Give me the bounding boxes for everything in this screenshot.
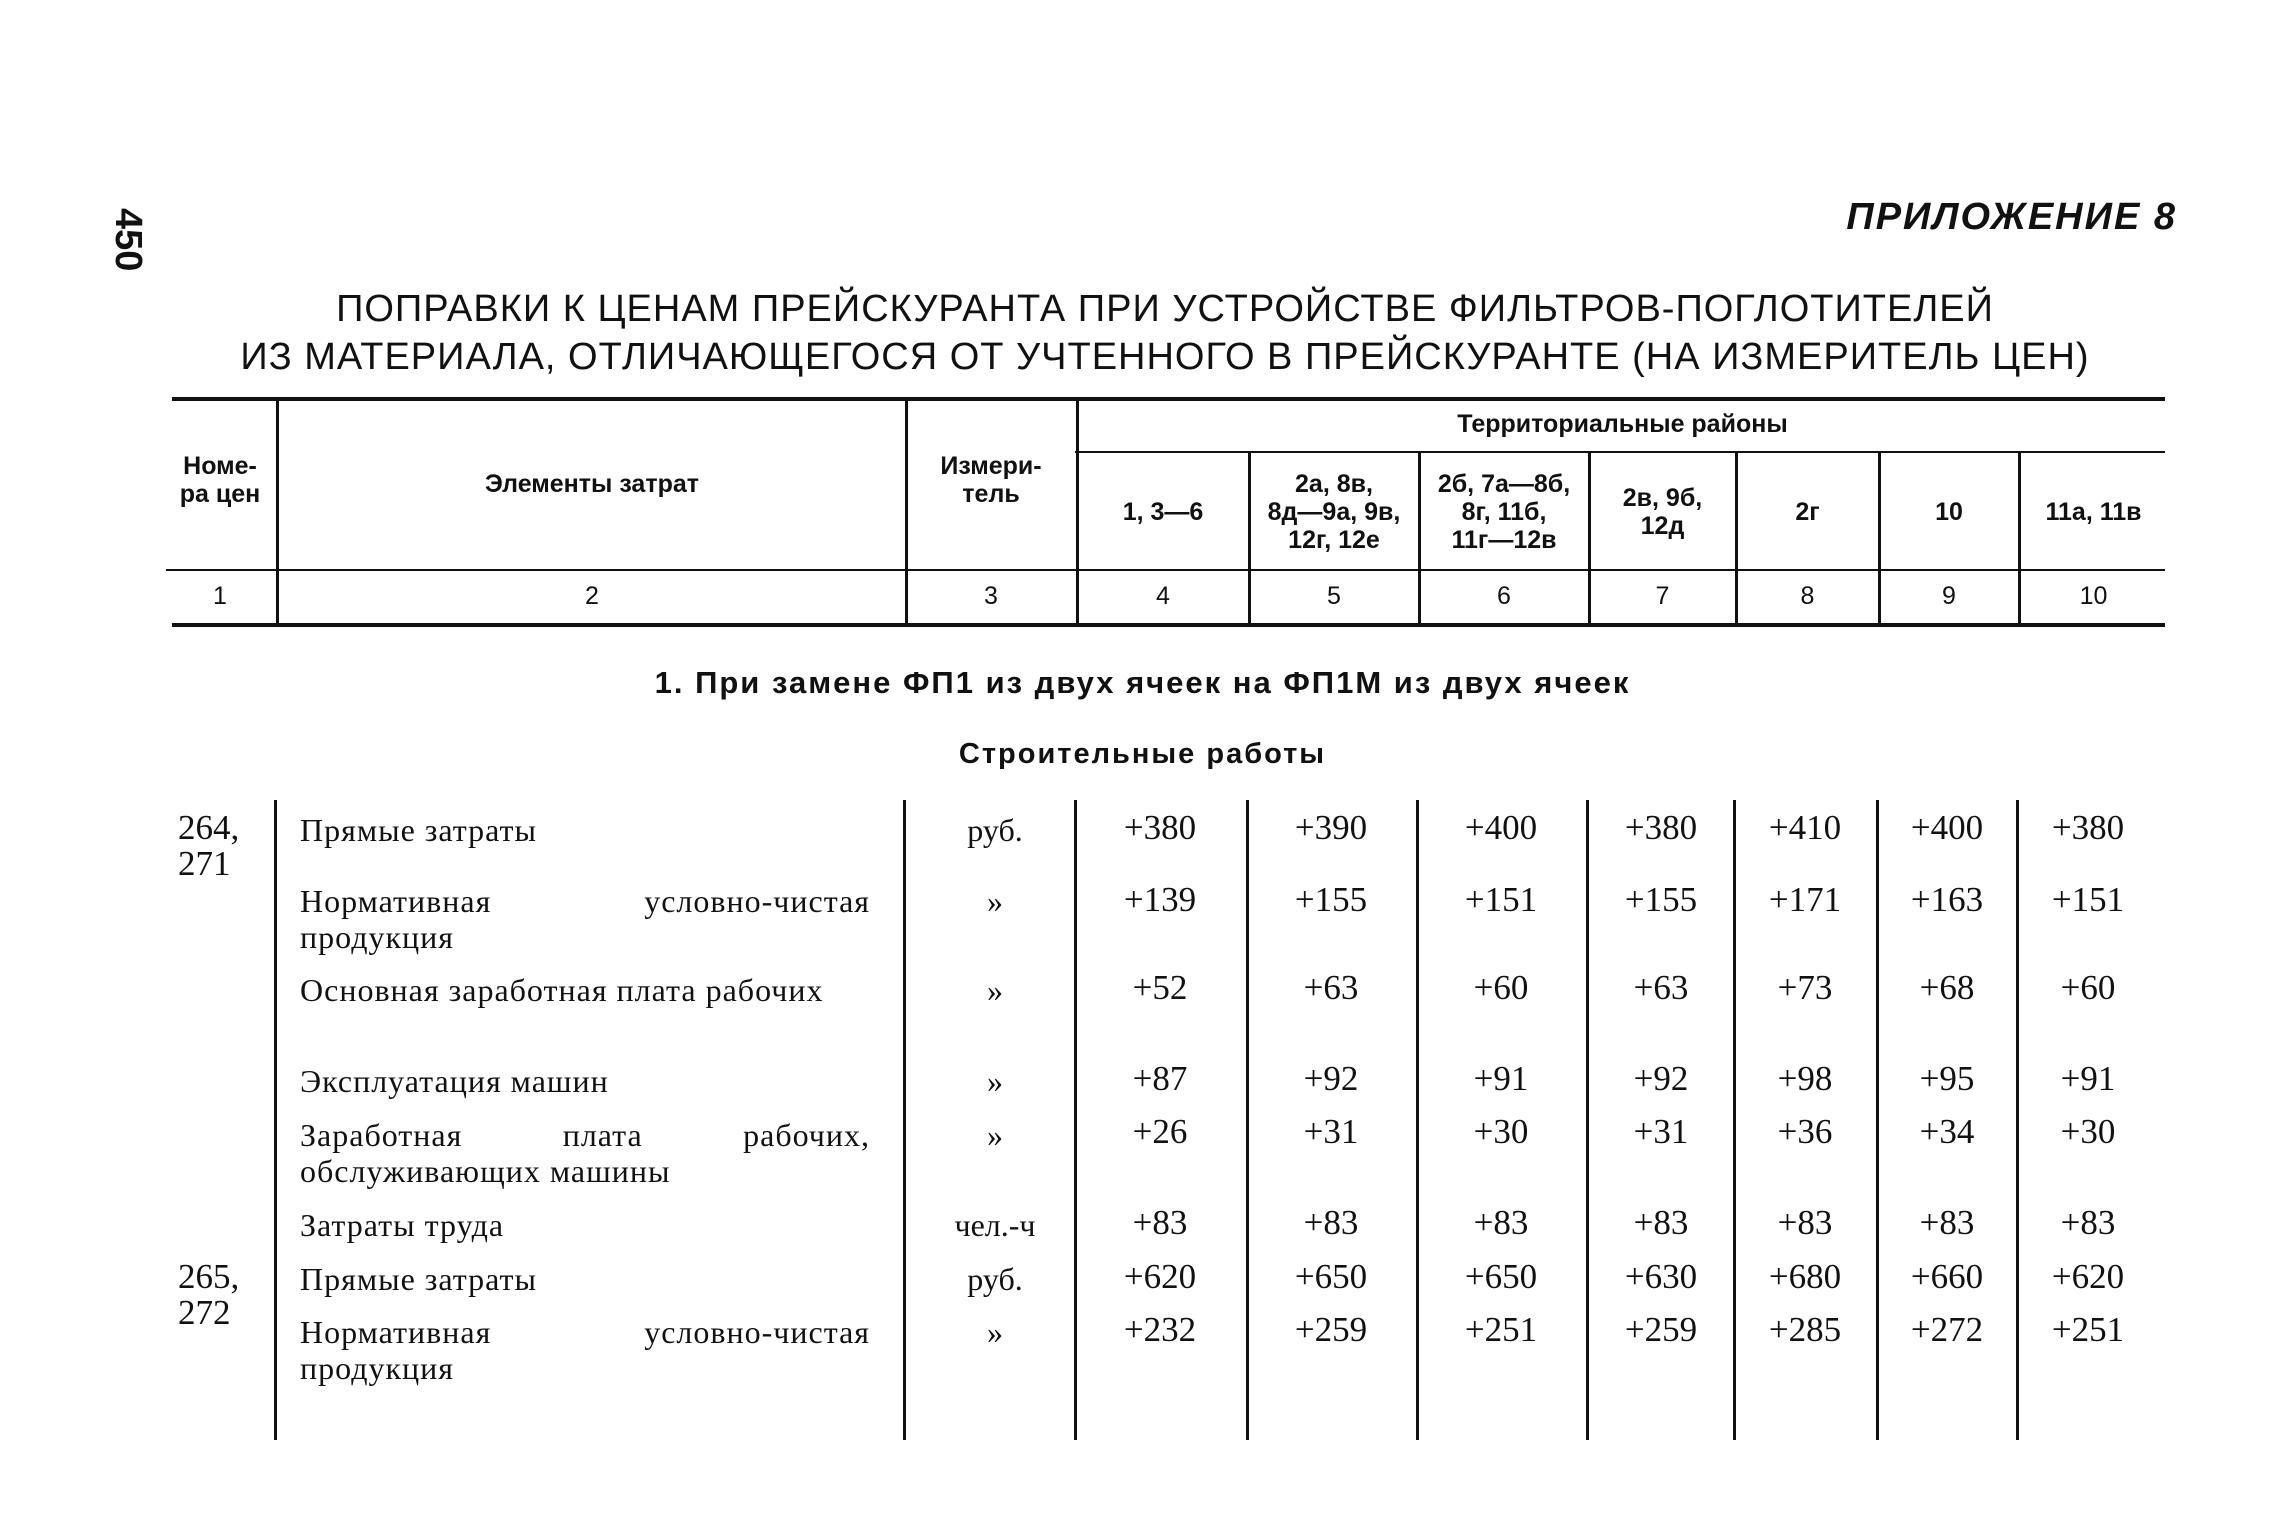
column-number-6: 6 xyxy=(1497,582,1511,610)
value-cell: +390 xyxy=(1294,808,1368,847)
value-cell: +620 xyxy=(1123,1257,1197,1296)
value-cell: +92 xyxy=(1633,1059,1689,1098)
header-price-numbers: Номе- ра цен xyxy=(179,452,261,508)
value-cell: +52 xyxy=(1132,968,1188,1007)
cost-element: Нормативная условно-чистая продукция xyxy=(300,883,870,955)
value-cell: +151 xyxy=(2051,880,2125,919)
value-cell: +83 xyxy=(1777,1203,1833,1242)
unit: » xyxy=(987,1314,1003,1350)
value-cell: +232 xyxy=(1123,1310,1197,1349)
column-number-8: 8 xyxy=(1800,582,1815,610)
value-cell: +400 xyxy=(1464,808,1538,847)
unit: » xyxy=(987,883,1003,919)
header-vline xyxy=(1076,401,1079,623)
value-cell: +26 xyxy=(1132,1112,1188,1151)
value-cell: +30 xyxy=(1473,1112,1529,1151)
header-cost-elements: Элементы затрат xyxy=(485,470,699,498)
value-cell: +95 xyxy=(1919,1059,1975,1098)
header-vline xyxy=(276,401,279,623)
value-cell: +60 xyxy=(2060,968,2116,1007)
value-cell: +83 xyxy=(1919,1203,1975,1242)
value-cell: +285 xyxy=(1768,1310,1842,1349)
value-cell: +380 xyxy=(2051,808,2125,847)
header-region-5: 2г xyxy=(1795,498,1820,526)
header-vline xyxy=(1248,453,1251,623)
page-number: 450 xyxy=(107,208,149,272)
cost-element: Затраты труда xyxy=(300,1207,505,1243)
value-cell: +650 xyxy=(1294,1257,1368,1296)
table-top-rule xyxy=(172,397,2165,401)
header-region-4: 2в, 9б, 12д xyxy=(1622,484,1703,540)
value-cell: +680 xyxy=(1768,1257,1842,1296)
header-meter: Измери- тель xyxy=(940,452,1042,508)
value-cell: +87 xyxy=(1132,1059,1188,1098)
body-vline xyxy=(903,800,906,1440)
value-cell: +91 xyxy=(1473,1059,1529,1098)
value-cell: +259 xyxy=(1624,1310,1698,1349)
cost-element: Прямые затраты xyxy=(300,1261,538,1297)
value-cell: +83 xyxy=(2060,1203,2116,1242)
unit: чел.-ч xyxy=(954,1207,1036,1243)
header-vline xyxy=(1588,453,1591,623)
value-cell: +272 xyxy=(1910,1310,1984,1349)
title-line-1: ПОПРАВКИ К ЦЕНАМ ПРЕЙСКУРАНТА ПРИ УСТРОЙСТВЕ ФИЛЬТРОВ-ПОГЛОТИТЕЛЕЙ xyxy=(336,288,1994,330)
header-region-3: 2б, 7а—8б, 8г, 11б, 11г—12в xyxy=(1437,470,1571,554)
table-header-end-rule xyxy=(172,623,2165,627)
column-number-3: 3 xyxy=(984,582,998,610)
value-cell: +92 xyxy=(1303,1059,1359,1098)
header-vline xyxy=(1735,453,1738,623)
value-cell: +620 xyxy=(2051,1257,2125,1296)
value-cell: +251 xyxy=(1464,1310,1538,1349)
value-cell: +380 xyxy=(1624,808,1698,847)
value-cell: +139 xyxy=(1123,880,1197,919)
value-cell: +60 xyxy=(1473,968,1529,1007)
price-numbers: 264, 271 xyxy=(178,808,240,883)
value-cell: +31 xyxy=(1633,1112,1689,1151)
value-cell: +151 xyxy=(1464,880,1538,919)
header-region-7: 11а, 11в xyxy=(2045,498,2142,526)
value-cell: +171 xyxy=(1768,880,1842,919)
body-vline xyxy=(274,800,277,1440)
header-region-2: 2а, 8в, 8д—9а, 9в, 12г, 12е xyxy=(1267,470,1401,554)
unit: » xyxy=(987,1063,1003,1099)
value-cell: +650 xyxy=(1464,1257,1538,1296)
value-cell: +68 xyxy=(1919,968,1975,1007)
column-number-5: 5 xyxy=(1327,582,1341,610)
unit: руб. xyxy=(967,812,1023,848)
unit: руб. xyxy=(967,1261,1023,1297)
value-cell: +259 xyxy=(1294,1310,1368,1349)
cost-element: Заработная плата рабочих, обслуживающих машины xyxy=(300,1117,870,1189)
value-cell: +660 xyxy=(1910,1257,1984,1296)
header-vline xyxy=(1878,453,1881,623)
column-number-1: 1 xyxy=(213,582,227,610)
value-cell: +83 xyxy=(1132,1203,1188,1242)
page-title xyxy=(200,285,2130,381)
value-cell: +155 xyxy=(1294,880,1368,919)
section-subtitle: Строительные работы xyxy=(958,738,1327,770)
header-vline xyxy=(905,401,908,623)
value-cell: +410 xyxy=(1768,808,1842,847)
header-territorial-regions: Территориальные районы xyxy=(1457,410,1788,438)
value-cell: +31 xyxy=(1303,1112,1359,1151)
cost-element: Основная заработная плата рабочих xyxy=(300,972,824,1008)
value-cell: +163 xyxy=(1910,880,1984,919)
header-bottom-rule xyxy=(166,569,2165,571)
header-region-6: 10 xyxy=(1935,498,1963,526)
value-cell: +251 xyxy=(2051,1310,2125,1349)
header-region-1: 1, 3—6 xyxy=(1122,498,1204,526)
column-number-10: 10 xyxy=(2079,582,2108,610)
value-cell: +83 xyxy=(1473,1203,1529,1242)
value-cell: +30 xyxy=(2060,1112,2116,1151)
section-title: 1. При замене ФП1 из двух ячеек на ФП1М из двух ячеек xyxy=(654,665,1631,700)
value-cell: +83 xyxy=(1303,1203,1359,1242)
unit: » xyxy=(987,972,1003,1008)
column-number-4: 4 xyxy=(1156,582,1170,610)
appendix-label: ПРИЛОЖЕНИЕ 8 xyxy=(1846,196,2177,238)
value-cell: +630 xyxy=(1624,1257,1698,1296)
value-cell: +155 xyxy=(1624,880,1698,919)
header-vline xyxy=(2018,453,2021,623)
column-number-7: 7 xyxy=(1655,582,1670,610)
value-cell: +400 xyxy=(1910,808,1984,847)
cost-element: Прямые затраты xyxy=(300,812,538,848)
column-number-2: 2 xyxy=(585,582,599,610)
price-numbers: 265, 272 xyxy=(178,1257,240,1332)
cost-element: Эксплуатация машин xyxy=(300,1063,609,1099)
regions-rule xyxy=(1075,451,2165,453)
value-cell: +98 xyxy=(1777,1059,1833,1098)
value-cell: +36 xyxy=(1777,1112,1833,1151)
title-line-2: ИЗ МАТЕРИАЛА, ОТЛИЧАЮЩЕГОСЯ ОТ УЧТЕННОГО В ПРЕЙСКУРАНТЕ (НА ИЗМЕРИТЕЛЬ ЦЕН) xyxy=(240,336,2090,378)
value-cell: +91 xyxy=(2060,1059,2116,1098)
value-cell: +83 xyxy=(1633,1203,1689,1242)
value-cell: +73 xyxy=(1777,968,1833,1007)
unit: » xyxy=(987,1117,1003,1153)
cost-element: Нормативная условно-чистая продукция xyxy=(300,1314,870,1386)
column-number-9: 9 xyxy=(1942,582,1956,610)
value-cell: +63 xyxy=(1633,968,1689,1007)
value-cell: +63 xyxy=(1303,968,1359,1007)
header-vline xyxy=(1418,453,1421,623)
value-cell: +34 xyxy=(1919,1112,1975,1151)
value-cell: +380 xyxy=(1123,808,1197,847)
